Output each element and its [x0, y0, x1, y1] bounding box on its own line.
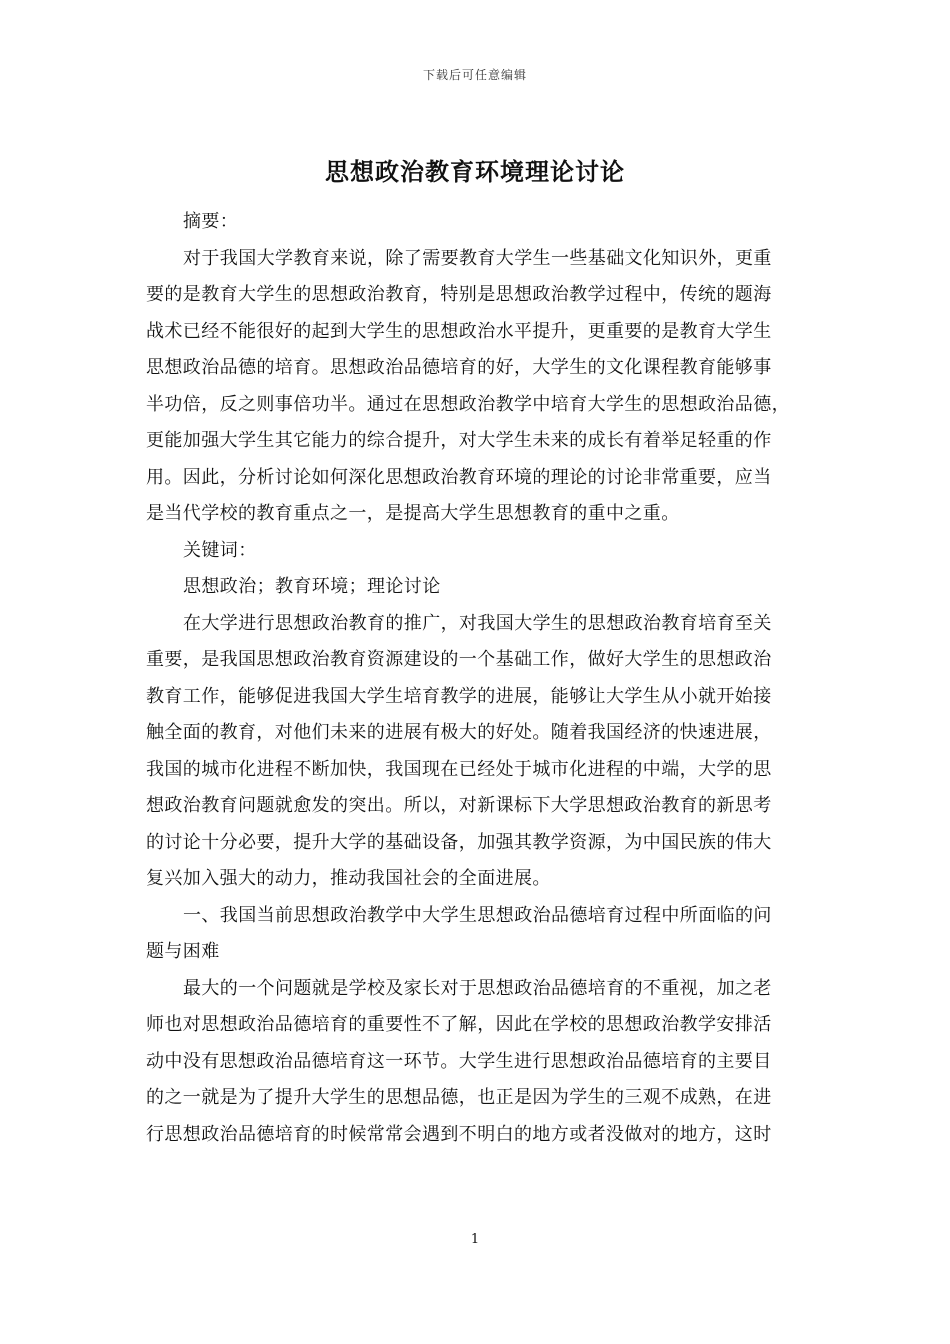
text-line: 关键词： — [183, 539, 257, 561]
text-line: 战术已经不能很好的起到大学生的思想政治水平提升，更重要的是教育大学生 — [146, 320, 772, 342]
text-line: 我国的城市化进程不断加快，我国现在已经处于城市化进程的中端，大学的思 — [146, 758, 772, 780]
text-line: 的之一就是为了提升大学生的思想品德，也正是因为学生的三观不成熟，在进 — [146, 1087, 772, 1108]
text-line: 师也对思想政治品德培育的重要性不了解，因此在学校的思想政治教学安排活 — [146, 1014, 772, 1035]
text-line: 想政治教育问题就愈发的突出。所以，对新课标下大学思想政治教育的新思考 — [146, 795, 772, 816]
text-line: 是当代学校的教育重点之一，是提高大学生思想教育的重中之重。 — [146, 503, 680, 524]
text-line: 题与困难 — [146, 941, 220, 962]
text-line: 一、我国当前思想政治教学中大学生思想政治品德培育过程中所面临的问 — [183, 904, 772, 926]
text-line: 在大学进行思想政治教育的推广，对我国大学生的思想政治教育培育至关 — [183, 612, 772, 634]
page-header-note: 下载后可任意编辑 — [422, 68, 527, 82]
text-line: 教育工作，能够促进我国大学生培育教学的进展，能够让大学生从小就开始接 — [146, 685, 772, 707]
text-line: 用。因此，分析讨论如何深化思想政治教育环境的理论的讨论非常重要，应当 — [146, 466, 772, 488]
text-line: 最大的一个问题就是学校及家长对于思想政治品德培育的不重视，加之老 — [183, 977, 772, 999]
document-body — [146, 204, 814, 1153]
text-line: 重要，是我国思想政治教育资源建设的一个基础工作，做好大学生的思想政治 — [146, 649, 772, 670]
text-line: 思想政治品德的培育。思想政治品德培育的好，大学生的文化课程教育能够事 — [146, 357, 772, 378]
text-line: 的讨论十分必要，提升大学的基础设备，加强其教学资源，为中国民族的伟大 — [146, 831, 772, 853]
text-line: 半功倍，反之则事倍功半。通过在思想政治教学中培育大学生的思想政治品德， — [146, 393, 790, 415]
text-line: 动中没有思想政治品德培育这一环节。大学生进行思想政治品德培育的主要目 — [146, 1050, 772, 1072]
document-title: 思想政治教育环境理论讨论 — [325, 158, 625, 186]
text-line: 复兴加入强大的动力，推动我国社会的全面进展。 — [146, 868, 551, 889]
page-number: 1 — [470, 1232, 480, 1247]
text-line: 思想政治；教育环境；理论讨论 — [183, 576, 441, 597]
text-line: 摘要： — [183, 211, 239, 232]
text-line: 行思想政治品德培育的时候常常会遇到不明白的地方或者没做对的地方，这时 — [146, 1123, 772, 1145]
text-line: 要的是教育大学生的思想政治教育，特别是思想政治教学过程中，传统的题海 — [146, 284, 772, 305]
text-line: 更能加强大学生其它能力的综合提升，对大学生未来的成长有着举足轻重的作 — [146, 430, 772, 451]
text-line: 对于我国大学教育来说，除了需要教育大学生一些基础文化知识外，更重 — [183, 247, 772, 269]
text-line: 触全面的教育，对他们未来的进展有极大的好处。随着我国经济的快速进展， — [146, 722, 772, 743]
